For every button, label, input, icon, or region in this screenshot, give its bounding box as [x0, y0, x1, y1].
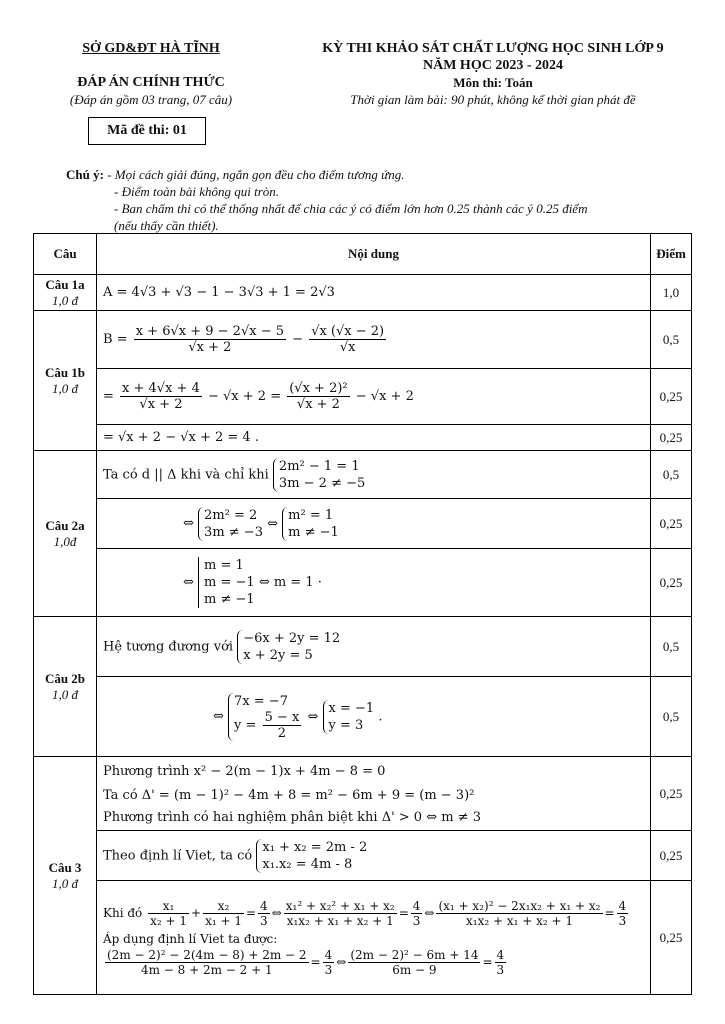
table-row: [34, 831, 692, 881]
note-line-1: - Mọi cách giải đúng, ngắn gọn đều cho điểm tương ứng.: [107, 167, 405, 182]
points-cell: 1,0: [651, 275, 692, 311]
exam-code: Mã đề thi: 01: [88, 117, 206, 145]
answer-title: ĐÁP ÁN CHÍNH THỨC: [77, 75, 225, 90]
table-row: [34, 369, 692, 425]
points-cell: 0,5: [651, 677, 692, 757]
col-points: Điểm: [651, 234, 692, 275]
content-cell: ⇔ 2m² = 2 3m ≠ −3 ⇔ m² = 1 m ≠ −1: [97, 499, 651, 549]
answer-note: (Đáp án gồm 03 trang, 07 câu): [69, 92, 233, 107]
content-cell: Theo định lí Viet, ta có x₁ + x₂ = 2m - 2 x₁.x₂ = 4m - 8: [97, 831, 651, 881]
question-label: Câu 1b 1,0 đ: [34, 311, 97, 451]
table-row: [34, 275, 692, 311]
note-line-2: - Điểm toàn bài không qui tròn.: [114, 184, 280, 199]
exam-title: KỲ THI KHẢO SÁT CHẤT LƯỢNG HỌC SINH LỚP 9: [322, 41, 664, 56]
table-row: [34, 499, 692, 549]
department-name: SỞ GD&ĐT HÀ TĨNH: [82, 41, 220, 56]
table-row: [34, 757, 692, 831]
content-cell: Hệ tương đương với −6x + 2y = 12 x + 2y = 5: [97, 617, 651, 677]
points-cell: 0,25: [651, 549, 692, 617]
points-cell: 0,25: [651, 369, 692, 425]
header-left: [40, 40, 262, 108]
points-cell: 0,25: [651, 881, 692, 995]
question-label: Câu 1a 1,0 đ: [34, 275, 97, 311]
question-label: Câu 3 1,0 đ: [34, 757, 97, 995]
table-row: [34, 425, 692, 451]
table-row: [34, 451, 692, 499]
content-cell: B = $\frac{x + 6√x + 9 - 2√x - 5}{√x + 2}$ − $\frac{√x (√x - 2)}{√x}$: [97, 311, 651, 369]
content-cell: Khi đó $\frac{\text{x₁}}{\text{x₂ + 1}}$ + $\frac{\text{x₂}}{\text{x₁ + 1}}$ = $\frac{4}{3}$ ⇔ $\frac{\text{x₁² + x₂² + x₁ + x₂}}{\text{x₁x₂ + x₁ + x₂ + 1}}$ = $\frac{4}{3}$ ⇔ $\frac{\text{(x₁ + x₂)² − 2x₁x₂ + x₁ + x₂}}{\text{x₁x₂ + x₁ + x₂ + 1}}$ = $\frac{4}{3}$ Áp dụng định lí Viet ta được: $\frac{\text{(2m − 2)² − 2(4m − 8) + 2m − 2}}{4m - 8 + 2m - 2 + 1}$ = $\frac{4}{3}$ ⇔ $\frac{\text{(2m − 2)² − 6m + 14}}{6m - 9}$ = $\frac{4}{3}$: [97, 881, 651, 995]
table-header-row: [34, 234, 692, 275]
answer-table: [33, 233, 692, 995]
notes-label: Chú ý:: [66, 167, 104, 182]
points-cell: 0,5: [651, 311, 692, 369]
content-cell: ⇔ 7x = −7 y = $\frac{5 - x}{2}$ ⇔ x = −1 y = 3 .: [97, 677, 651, 757]
content-cell: = $\frac{x + 4√x + 4}{√x + 2}$ − √x + 2 = $\frac{\text{(√x + 2)²}}{√x + 2}$ − √x + 2: [97, 369, 651, 425]
note-line-3: - Ban chấm thi có thể thống nhất để chia các ý có điểm lớn hơn 0.25 thành các ý 0.25 điểm: [114, 201, 588, 216]
content-cell: Phương trình x² − 2(m − 1)x + 4m − 8 = 0 Ta có Δ' = (m − 1)² − 4m + 8 = m² − 6m + 9 = (m − 3)² Phương trình có hai nghiệm phân biệt khi Δ' > 0 ⇔ m ≠ 3: [97, 757, 651, 831]
header-right: [298, 40, 688, 108]
table-row: [34, 881, 692, 995]
table-row: [34, 311, 692, 369]
points-cell: 0,25: [651, 757, 692, 831]
table-row: [34, 617, 692, 677]
school-year: NĂM HỌC 2023 - 2024: [423, 58, 563, 73]
table-row: [34, 549, 692, 617]
content-cell: A = 4√3 + √3 − 1 − 3√3 + 1 = 2√3: [97, 275, 651, 311]
points-cell: 0,5: [651, 617, 692, 677]
points-cell: 0,25: [651, 499, 692, 549]
table-row: [34, 677, 692, 757]
content-cell: ⇔ m = 1 m = −1 ⇔ m = 1 · m ≠ −1: [97, 549, 651, 617]
points-cell: 0,5: [651, 451, 692, 499]
note-line-4: (nếu thấy cần thiết).: [114, 218, 219, 233]
col-content: Nội dung: [97, 234, 651, 275]
content-cell: Ta có d || Δ khi và chỉ khi 2m² − 1 = 1 3m − 2 ≠ −5: [97, 451, 651, 499]
notes: [66, 166, 678, 234]
col-question: Câu: [34, 234, 97, 275]
content-cell: = √x + 2 − √x + 2 = 4 .: [97, 425, 651, 451]
points-cell: 0,25: [651, 425, 692, 451]
question-label: Câu 2a 1,0đ: [34, 451, 97, 617]
time-note: Thời gian làm bài: 90 phút, không kể thời gian phát đề: [350, 92, 636, 107]
points-cell: 0,25: [651, 831, 692, 881]
question-label: Câu 2b 1,0 đ: [34, 617, 97, 757]
subject: Môn thi: Toán: [453, 75, 533, 90]
